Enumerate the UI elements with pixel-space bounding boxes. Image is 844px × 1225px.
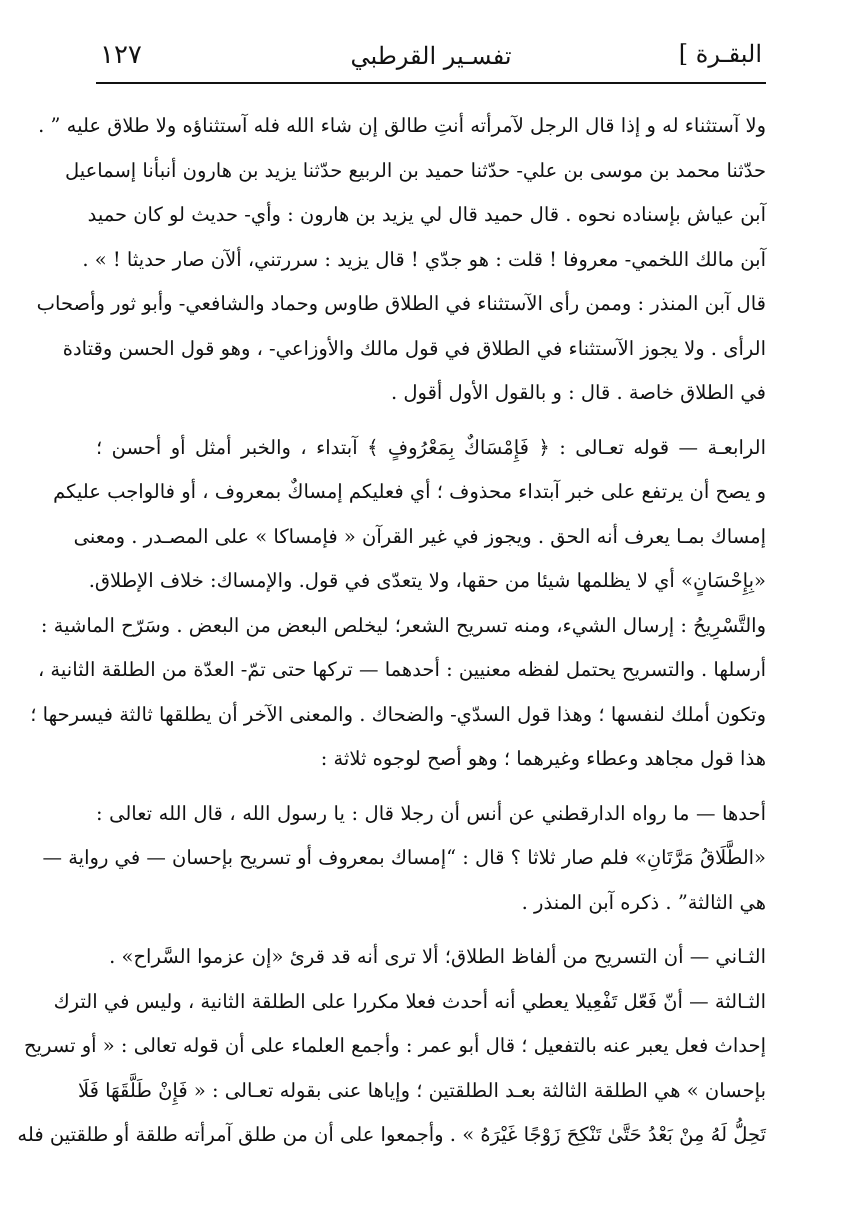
- text-line: «بِإِحْسَانٍ» أي لا يظلمها شيئا من حقها، ولا يتعدّى في قول. والإمساك: خلاف الإطلاق.: [88, 569, 766, 592]
- text-line: والتَّسْرِيحُ : إرسال الشيء، ومنه تسريح الشعر؛ ليخلص البعض من البعض . وسَرّح الماشية :: [40, 613, 766, 637]
- book-title: تفسـير القرطبي: [350, 42, 512, 70]
- text-line: قال آبن المنذر : وممن رأى الآستثناء في الطلاق طاوس وحماد والشافعي- وأبو ثور وأصحاب: [36, 292, 766, 315]
- running-header: [96, 38, 766, 84]
- text-line: إحداث فعل يعبر عنه بالتفعيل ؛ قال أبو عمر : وأجمع العلماء على أن قوله تعالى : « أو تسريح: [23, 1034, 766, 1057]
- text-line: و يصح أن يرتفع على خبر آبتداء محذوف ؛ أي فعليكم إمساكٌ بمعروف ، أو فالواجب عليكم: [53, 480, 766, 503]
- text-line: حدّثنا محمد بن موسى بن علي- حدّثنا حميد بن الربيع حدّثنا يزيد بن هارون أنبأنا إسماعيل: [64, 158, 766, 182]
- text-line: أحدها — ما رواه الدارقطني عن أنس أن رجلا قال : يا رسول الله ، قال الله تعالى :: [96, 801, 766, 825]
- text-line: آبن مالك اللخمي- معروفا ! قلت : هو جدّي ! قال يزيد : سررتني، ألآن صار حديثا ! » .: [82, 247, 766, 271]
- text-line: أرسلها . والتسريح يحتمل لفظه معنيين : أحدهما — تركها حتى تمّ- العدّة من الطلقة الثانية ،: [37, 658, 766, 681]
- text-line: بإحسان » هي الطلقة الثالثة بعـد الطلقتين ؛ وإياها عنى بقوله تعـالى : « فَإِنْ طَلَّقَهَا فَلَا: [77, 1078, 766, 1102]
- text-line: الثـاني — أن التسريح من ألفاظ الطلاق؛ ألا ترى أنه قد قرئ «إن عزموا السَّراح» .: [109, 945, 766, 968]
- text-line: الرأى . ولا يجوز الآستثناء في الطلاق في قول مالك والأوزاعي- ، وهو قول الحسن وقتادة: [62, 336, 766, 360]
- text-line: هي الثالثة” . ذكره آبن المنذر .: [521, 890, 766, 914]
- text-line: هذا قول مجاهد وعطاء وغيرهما ؛ وهو أصح لوجوه ثلاثة :: [320, 747, 766, 770]
- text-line: في الطلاق خاصة . قال : و بالقول الأول أقول .: [390, 381, 766, 404]
- text-line: الثـالثة — أنّ فَعّل تَفْعِيلا يعطي أنه أحدث فعلا مكررا على الطلقة الثانية ، وليس في الترك: [53, 989, 766, 1013]
- text-line: «الطَّلَاقُ مَرَّتَانِ» فلم صار ثلاثا ؟ قال : “إمساك بمعروف أو تسريح بإحسان — في رواية —: [42, 846, 766, 869]
- text-line: ولا آستثناء له و إذا قال الرجل لآمرأته أنتِ طالق إن شاء الله فله آستثناؤه ولا طلاق عليه ” .: [38, 114, 766, 137]
- text-line: الرابعـة — قوله تعـالى : ﴿ فَإِمْسَاكٌ بِمَعْرُوفٍ ﴾ آبتداء ، والخبر أمثل أو أحسن ؛: [96, 435, 766, 459]
- text-body: [17, 104, 766, 1215]
- text-line: وتكون أملك لنفسها ؛ وهذا قول السدّي- والضحاك . والمعنى الآخر أن يطلقها ثالثة فيسرحها ؛: [30, 702, 766, 726]
- text-line: إمساك بمـا يعرف أنه الحق . ويجوز في غير القرآن « فإمساكا » على المصـدر . ومعنى: [73, 524, 766, 548]
- text-line: تَحِلُّ لَهُ مِنْ بَعْدُ حَتَّىٰ تَنْكِحَ زَوْجًا غَيْرَهُ » . وأجمعوا على أن من طلق آمرأته طلقة أو طلقتين فله: [17, 1123, 766, 1146]
- text-line: آبن عياش بإسناده نحوه . قال حميد قال لي يزيد بن هارون : وأي- حديث لو كان حميد: [87, 203, 766, 226]
- page-number: ١٢٧: [100, 40, 142, 70]
- surah-name: البقـرة ]: [678, 40, 762, 68]
